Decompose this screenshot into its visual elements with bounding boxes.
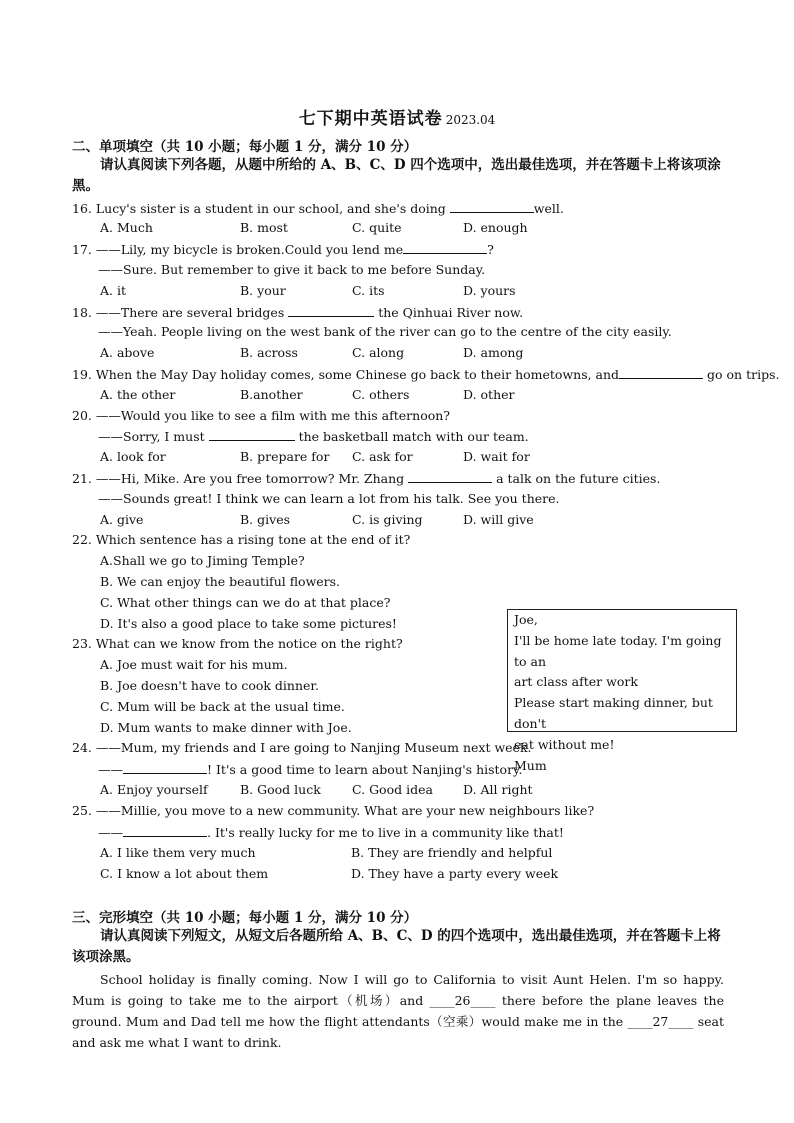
option-c: C. along <box>352 345 405 360</box>
notice-line: Joe, <box>514 612 538 627</box>
option-a: A. Enjoy yourself <box>100 782 208 797</box>
q23-option-b: B. Joe doesn't have to cook dinner. <box>100 678 319 693</box>
q23-option-a: A. Joe must wait for his mum. <box>100 657 288 672</box>
option-a: A. give <box>100 512 144 527</box>
option-a: A. Much <box>100 220 153 235</box>
notice-line: Please start making dinner, but don't <box>514 695 713 731</box>
option-b: B. prepare for <box>240 449 330 464</box>
q20-text-end: the basketball match with our team. <box>294 429 529 444</box>
answer-blank <box>123 761 207 774</box>
question-21 <box>72 470 660 486</box>
answer-blank <box>123 824 207 837</box>
option-d: D. other <box>463 387 515 402</box>
q18-dialogue-reply: ——Yeah. People living on the west bank of the river can go to the centre of the city easily. <box>98 324 672 339</box>
notice-line: eat without me! <box>514 736 615 752</box>
section3-instruction: 请认真阅读下列短文，从短文后各题所给 A、B、C、D 的四个选项中，选出最佳选项，并在答题卡上将该项涂黑。 <box>72 928 721 965</box>
option-d: D. yours <box>463 283 516 298</box>
option-d: D. They have a party every week <box>351 866 559 881</box>
option-b: B. Good luck <box>240 782 321 797</box>
option-d: D. will give <box>463 512 534 527</box>
option-a: A. look for <box>100 449 166 464</box>
option-b: B. your <box>240 283 286 298</box>
question-20: 20. ——Would you like to see a film with me this afternoon? <box>72 408 451 423</box>
q18-text: 18. ——There are several bridges <box>72 305 289 320</box>
option-a: A. I like them very much <box>100 845 256 860</box>
q17-dialogue-reply: ——Sure. But remember to give it back to me before Sunday. <box>98 262 486 277</box>
option-c: C. I know a lot about them <box>100 866 269 881</box>
option-b: B. most <box>240 220 288 235</box>
option-d: D. among <box>463 345 524 360</box>
option-d: D. enough <box>463 220 528 235</box>
q19-text: 19. When the May Day holiday comes, some Chinese go back to their hometowns, and <box>72 367 620 382</box>
question-19 <box>72 366 779 382</box>
answer-blank <box>450 200 534 213</box>
page-title <box>0 104 794 129</box>
answer-blank <box>619 366 703 379</box>
question-17 <box>72 241 494 257</box>
option-a: A. above <box>100 345 155 360</box>
section3-heading: 三、完形填空（共 10 小题；每小题 1 分，满分 10 分） <box>72 910 418 926</box>
q16-text-end: well. <box>533 201 564 216</box>
q24-text: —— <box>98 762 123 777</box>
answer-blank <box>288 304 374 317</box>
question-22: 22. Which sentence has a rising tone at the end of it? <box>72 532 411 547</box>
q25-text: —— <box>98 825 123 840</box>
answer-blank <box>403 241 487 254</box>
answer-blank <box>408 470 492 483</box>
q23-option-c: C. Mum will be back at the usual time. <box>100 699 345 714</box>
q25-text-end: . It's really lucky for me to live in a community like that! <box>207 825 564 840</box>
section2-heading: 二、单项填空（共 10 小题；每小题 1 分，满分 10 分） <box>72 139 418 155</box>
option-b: B. They are friendly and helpful <box>351 845 553 860</box>
option-c: C. quite <box>352 220 402 235</box>
option-c: C. its <box>352 283 385 298</box>
cloze-passage <box>72 969 724 1053</box>
option-c: C. Good idea <box>352 782 433 797</box>
passage-text: School holiday is finally coming. Now I will go to California to visit Aunt Helen. I'm so happy. Mum is going to take me to the airport（机场）and <box>72 972 724 1008</box>
q19-text-end: go on trips. <box>703 367 780 382</box>
cloze-blank-27: ____27____ <box>627 1014 694 1029</box>
q22-option-d: D. It's also a good place to take some pictures! <box>100 616 397 631</box>
q21-text: 21. ——Hi, Mike. Are you free tomorrow? Mr. Zhang <box>72 471 409 486</box>
notice-line: art class after work <box>514 674 638 690</box>
question-23: 23. What can we know from the notice on the right? <box>72 636 403 651</box>
q24-dialogue-reply <box>98 761 522 777</box>
passage-text: seat and ask me what I want to drink. <box>72 1014 724 1050</box>
question-25: 25. ——Millie, you move to a new community. What are your new neighbours like? <box>72 803 595 818</box>
q24-text-end: ! It's a good time to learn about Nanjing's history. <box>207 762 523 777</box>
option-c: C. others <box>352 387 410 402</box>
notice-line: I'll be home late today. I'm going to an <box>514 632 722 669</box>
question-24: 24. ——Mum, my friends and I are going to Nanjing Museum next week. <box>72 740 532 755</box>
q21-text-end: a talk on the future cities. <box>492 471 661 486</box>
option-a: A. it <box>100 283 126 298</box>
option-a: A. the other <box>100 387 176 402</box>
question-18 <box>72 304 523 320</box>
option-b: B. across <box>240 345 298 360</box>
q22-option-a: A.Shall we go to Jiming Temple? <box>100 553 305 568</box>
notice-signature: Mum <box>514 757 547 773</box>
option-b: B. gives <box>240 512 291 527</box>
answer-blank <box>209 428 295 441</box>
q22-option-b: B. We can enjoy the beautiful flowers. <box>100 574 341 589</box>
cloze-blank-26: ____26____ <box>429 993 496 1008</box>
q20-dialogue-reply <box>98 428 529 444</box>
question-16 <box>72 200 564 216</box>
notice-box <box>507 609 737 773</box>
option-d: D. wait for <box>463 449 530 464</box>
q23-option-d: D. Mum wants to make dinner with Joe. <box>100 720 352 735</box>
option-b: B.another <box>240 387 303 402</box>
option-d: D. All right <box>463 782 533 797</box>
q22-option-c: C. What other things can we do at that place? <box>100 595 391 610</box>
q25-dialogue-reply <box>98 824 564 840</box>
q20-text: ——Sorry, I must <box>98 429 209 444</box>
passage-text: there before the plane leaves the ground. Mum and Dad tell me how the flight attendants（空乘）would make me in the <box>72 993 724 1029</box>
exam-title: 七下期中英语试卷 <box>298 109 443 129</box>
q16-text: 16. Lucy's sister is a student in our school, and she's doing <box>72 201 450 216</box>
q17-text: 17. ——Lily, my bicycle is broken.Could you lend me <box>72 242 404 257</box>
q18-text-end: the Qinhuai River now. <box>374 305 524 320</box>
option-c: C. is giving <box>352 512 423 527</box>
section2-instruction: 请认真阅读下列各题，从题中所给的 A、B、C、D 四个选项中，选出最佳选项，并在答题卡上将该项涂黑。 <box>72 157 721 194</box>
option-c: C. ask for <box>352 449 413 464</box>
q17-text-end: ? <box>487 242 494 257</box>
q21-dialogue-reply: ——Sounds great! I think we can learn a lot from his talk. See you there. <box>98 491 560 506</box>
exam-date: 2023.04 <box>445 113 496 127</box>
